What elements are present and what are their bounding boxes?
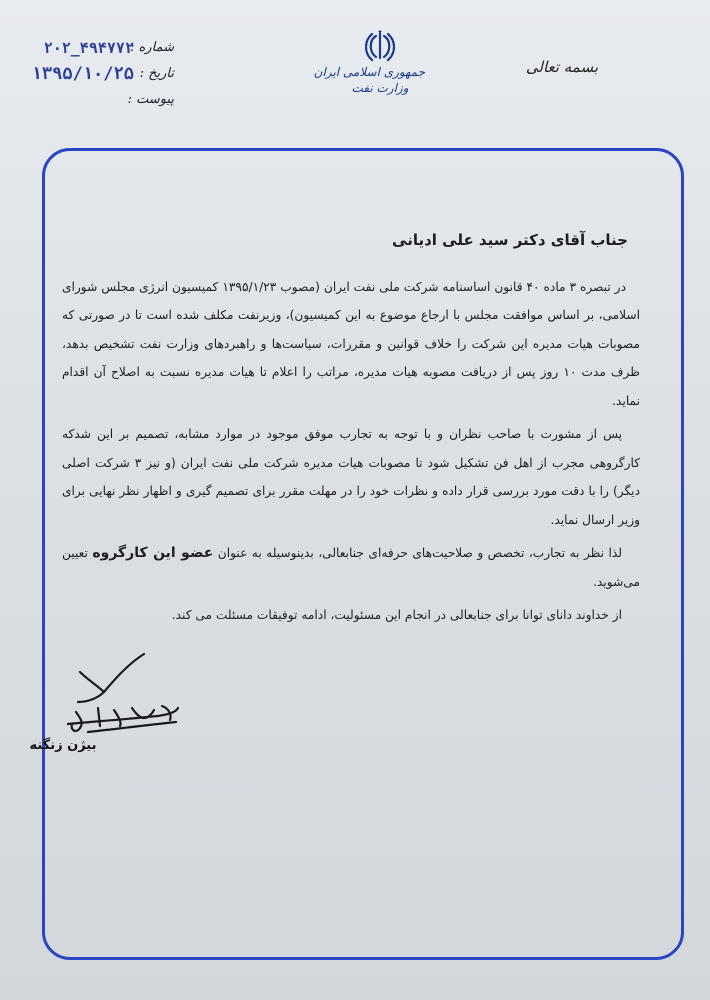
- basmala: بسمه تعالی: [525, 58, 598, 76]
- letter-meta: [24, 34, 174, 112]
- paragraph-2: پس از مشورت با صاحب نظران و با توجه به تجارب موفق موجود در موارد مشابه، تصمیم بر این شدکه کارگروهی مجرب از اهل فن تشکیل شود تا مصوبات هیات مدیره شرکت ملی نفت ایران (و نیز ۳ شرکت اصلی دیگر) را با دقت مورد بررسی قرار داده و نظرات خود را در مهلت مقرر برای تصمیم گیری و اظهار نظر نهایی برای وزیر ارسال نماید.: [62, 427, 640, 527]
- salutation: جناب آقای دکتر سید علی ادیانی: [392, 231, 628, 249]
- number-label: شماره :: [130, 40, 174, 55]
- handwritten-signature-icon: [58, 652, 208, 752]
- ministry-emblem: [313, 30, 425, 96]
- emblem-line-2: وزارت نفت: [351, 81, 409, 95]
- number-value: ۲۰۲_۴۹۴۷۷۲: [43, 39, 134, 57]
- paragraph-3: [62, 539, 640, 596]
- paragraph-4: از خداوند دانای توانا برای جنابعالی در انجام این مسئولیت، ادامه توفیقات مسئلت می کند.: [171, 608, 622, 622]
- attachment-label: پیوست :: [127, 92, 174, 107]
- date-value: ۱۳۹۵/۱۰/۲۵: [31, 64, 134, 84]
- paragraph-3-start: لذا نظر به تجارب، تخصص و صلاحیت‌های حرفه‌ای جنابعالی، بدینوسیله به عنوان: [213, 546, 622, 560]
- signature: [58, 652, 208, 772]
- signer-name: بیژن زنگنه: [29, 738, 97, 753]
- emblem-line-1: جمهوری اسلامی ایران: [313, 65, 425, 79]
- number-row: [24, 34, 174, 60]
- paragraph-1: در تبصره ۳ ماده ۴۰ قانون اساسنامه شرکت ملی نفت ایران (مصوب ۱۳۹۵/۱/۲۳ کمیسیون انرژی مجلس شورای اسلامی، بر اساس موافقت مجلس با ارجاع موضوع به این کمیسیون)، وزیرنفت مکلف شده است تا در صورتی که مصوبات هیات مدیره این شرکت را خلاف قوانین و مقررات، سیاست‌ها و راهبردهای وزارت نفت تشخیص بدهد، ظرف مدت ۱۰ روز پس از دریافت مصوبه هیات مدیره، مراتب را اعلام تا هیات مدیره نسبت به اصلاح آن اقدام نماید.: [62, 279, 640, 408]
- iran-emblem-icon: [365, 30, 395, 64]
- paragraph-3-emphasis: عضو این کارگروه: [92, 545, 214, 561]
- paragraph-3-end: تعیین می‌شوید.: [62, 546, 640, 589]
- attachment-row: [24, 86, 174, 112]
- letter-body: [62, 226, 640, 635]
- date-row: [24, 60, 174, 86]
- date-label: تاریخ :: [139, 66, 174, 81]
